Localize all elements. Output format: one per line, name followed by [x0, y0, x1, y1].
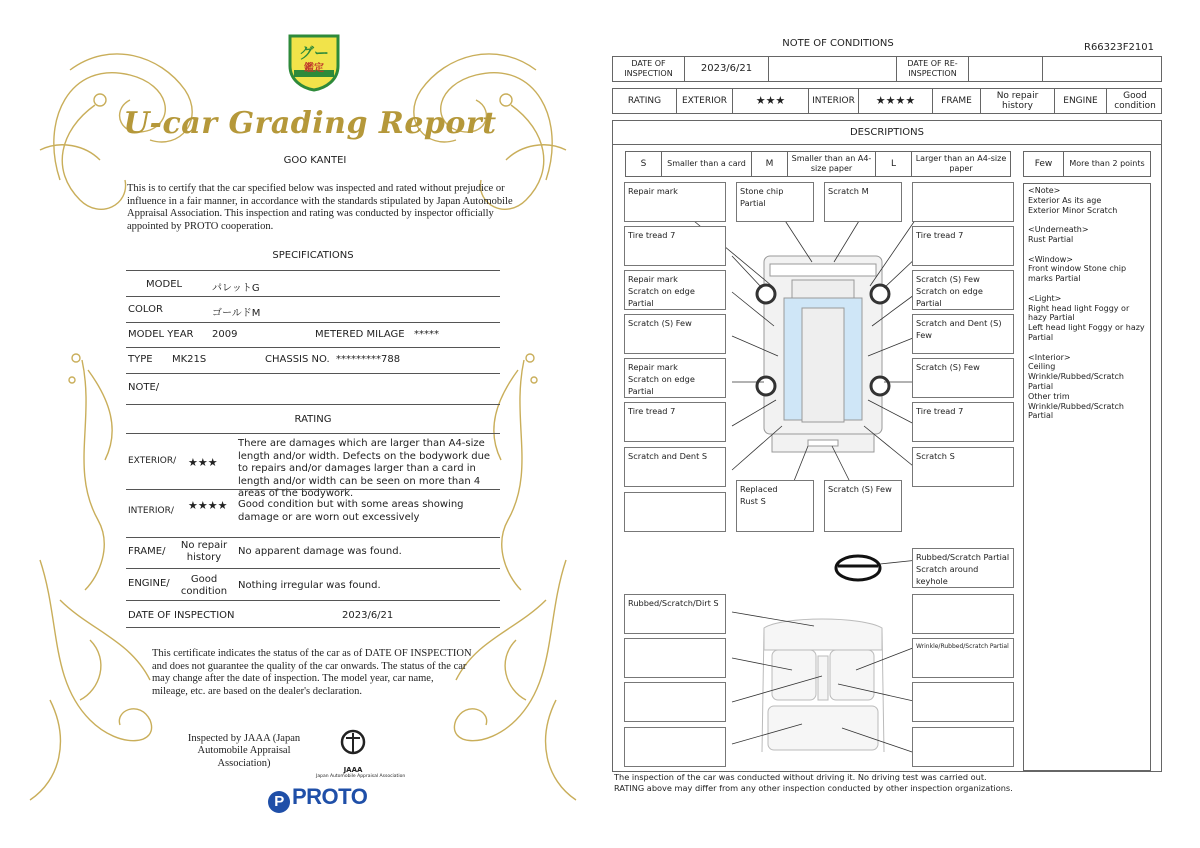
- exterior-box-rear-left-quarter: Scratch and Dent S: [624, 447, 726, 487]
- date-row: [612, 56, 1162, 82]
- interior-right-seat: [830, 650, 874, 700]
- rating-row: [612, 88, 1162, 114]
- exterior-box-rear-right-quarter: Scratch S: [912, 447, 1014, 487]
- date-blank-1: [769, 57, 897, 81]
- legend-s: S: [626, 152, 662, 176]
- exterior-box-front-windshield: Scratch M: [824, 182, 902, 222]
- exterior-box-tire-rear-right: Tire tread 7: [912, 402, 1014, 442]
- interior-label: INTERIOR: [809, 89, 859, 113]
- color-label: COLOR: [128, 304, 163, 315]
- goo-kantei-badge: [286, 32, 342, 92]
- interior-rear-seat: [768, 706, 878, 750]
- model-year-label: MODEL YEAR: [128, 329, 194, 340]
- certificate-title: U-car Grading Report: [123, 106, 497, 141]
- certificate-subtitle: GOO KANTEI: [283, 155, 347, 166]
- exterior-box-right-fender: Scratch (S) Few Scratch on edge Partial: [912, 270, 1014, 310]
- certificate-intro: This is to certify that the car specified below was inspected and rated without prejudice or influence in a fair manner, in accordance with the standards stipulated by Japan Automobile Appraisal Association. This inspection and rating was conducted by inspector officially appointed by PROTO cooperation.: [127, 183, 513, 232]
- descriptions-heading: DESCRIPTIONS: [613, 121, 1161, 145]
- legend-few-desc: More than 2 points: [1069, 159, 1145, 168]
- inspection-date-label: DATE OF INSPECTION: [128, 610, 235, 621]
- interior-stars: ★★★★: [859, 89, 933, 113]
- few-legend: [1023, 151, 1151, 177]
- exterior-box-rear-left: [624, 492, 726, 532]
- legend-l: L: [876, 152, 912, 176]
- note-footer: [614, 772, 1013, 794]
- badge-top-text: グー: [298, 44, 329, 62]
- type-value: MK21S: [172, 354, 207, 365]
- rear-right-wheel: [871, 377, 889, 395]
- color-value: ゴールドM: [212, 308, 261, 319]
- interior-dashboard: [764, 619, 882, 650]
- exterior-box-tire-front-left: Tire tread 7: [624, 226, 726, 266]
- front-left-wheel: [757, 285, 775, 303]
- interior-box-steering: Rubbed/Scratch Partial Scratch around keyhole: [912, 548, 1014, 588]
- jaaa-caption: Japan Automobile Appraisal Association: [316, 774, 406, 779]
- exterior-stars: ★★★: [188, 456, 218, 469]
- note-title: NOTE OF CONDITIONS: [782, 38, 894, 49]
- engine-description: Nothing irregular was found.: [238, 580, 381, 591]
- exterior-box-front-left: Repair mark: [624, 182, 726, 222]
- frame-label: FRAME: [933, 89, 981, 113]
- front-right-wheel: [871, 285, 889, 303]
- legend-l-desc: Larger than an A4-size paper: [915, 154, 1007, 173]
- legend-m: M: [752, 152, 788, 176]
- legend-few: Few: [1024, 152, 1064, 176]
- exterior-label: EXTERIOR/: [128, 456, 177, 466]
- date-of-inspection-value: 2023/6/21: [685, 57, 769, 81]
- interior-left-seat: [772, 650, 816, 700]
- interior-box-front-left: [624, 638, 726, 678]
- reinspection-value: [969, 57, 1043, 81]
- jaaa-emblem-icon: [316, 728, 390, 762]
- remarks-panel: <Note> Exterior As its age Exterior Minor Scratch <Underneath> Rust Partial <Window> Front window Stone chip marks Partial <Light> Right head light Foggy or hazy Partial Left head light Foggy or hazy Partial <Interior> Ceiling Wrinkle/Rubbed/Scratch Partial Other trim Wrinkle/Rubbed/Scratch Partial: [1023, 183, 1151, 771]
- inspected-by: Inspected by JAAA (Japan Automobile Appraisal Association): [187, 733, 301, 769]
- engine-value: Good condition: [1114, 91, 1156, 111]
- model-value: パレットG: [212, 283, 260, 294]
- interior-description: Good condition but with some areas showing damage or are worn out excessively: [238, 499, 464, 523]
- note-of-conditions: [606, 0, 1200, 848]
- exterior-box-left-rear: Repair mark Scratch on edge Partial: [624, 358, 726, 398]
- engine-value: Good condition: [180, 574, 228, 597]
- exterior-box-right-rear: Scratch (S) Few: [912, 358, 1014, 398]
- inspection-date-value: 2023/6/21: [342, 610, 394, 621]
- badge-bottom-text: 鑑定: [304, 63, 324, 74]
- exterior-box-left-door: Scratch (S) Few: [624, 314, 726, 354]
- car-roof: [802, 308, 844, 422]
- model-label: MODEL: [146, 279, 183, 290]
- frame-value: No repair history: [180, 540, 228, 563]
- interior-box-rear-right: [912, 727, 1014, 767]
- proto-p-icon: P: [268, 791, 290, 813]
- certificate-disclaimer: This certificate indicates the status of the car as of DATE OF INSPECTION and does not guarantee the quality of the car onwards. The status of the car may change after the date of inspection. The model year, car name, mileage, etc. are based on the dealer's declaration.: [152, 648, 472, 697]
- chassis-label: CHASSIS NO.: [265, 354, 330, 365]
- metered-mileage-label: METERED MILAGE: [315, 329, 405, 340]
- note-footer-line-1: The inspection of the car was conducted without driving it. No driving test was carried out.: [614, 772, 987, 782]
- engine-label: ENGINE: [1055, 89, 1107, 113]
- reference-number: R66323F2101: [1084, 42, 1154, 53]
- frame-value: No repair history: [981, 89, 1055, 113]
- interior-box-mid-left: [624, 682, 726, 722]
- interior-label: INTERIOR/: [128, 506, 174, 516]
- engine-label: ENGINE/: [128, 578, 170, 589]
- exterior-box-tire-front-right: Tire tread 7: [912, 226, 1014, 266]
- size-legend: [625, 151, 1011, 177]
- exterior-box-rear-gate: Scratch (S) Few: [824, 480, 902, 532]
- interior-stars: ★★★★: [188, 499, 228, 512]
- rating-label: RATING: [613, 89, 677, 113]
- exterior-box-rear-bumper: Replaced Rust S: [736, 480, 814, 532]
- chassis-value: *********788: [336, 354, 401, 365]
- exterior-label: EXTERIOR: [677, 89, 733, 113]
- frame-description: No apparent damage was found.: [238, 546, 402, 557]
- note-footer-line-2: RATING above may differ from any other inspection conducted by other inspection organizations.: [614, 783, 1013, 793]
- frame-label: FRAME/: [128, 546, 166, 557]
- exterior-box-right-door: Scratch and Dent (S) Few: [912, 314, 1014, 354]
- proto-logo-text: PROTO: [292, 784, 368, 809]
- exterior-box-tire-rear-left: Tire tread 7: [624, 402, 726, 442]
- jaaa-logo-text: JAAA: [343, 766, 363, 774]
- specifications-heading: SPECIFICATIONS: [272, 250, 354, 261]
- proto-logo: [268, 784, 367, 813]
- exterior-box-front-right: [912, 182, 1014, 222]
- interior-box-dash-left: Rubbed/Scratch/Dirt S: [624, 594, 726, 634]
- exterior-box-left-fender: Repair mark Scratch on edge Partial: [624, 270, 726, 310]
- date-of-inspection-label: DATE OF INSPECTION: [613, 57, 685, 81]
- legend-m-desc: Smaller than an A4-size paper: [788, 152, 876, 176]
- reinspection-label: DATE OF RE-INSPECTION: [897, 57, 969, 81]
- model-year-value: 2009: [212, 329, 238, 340]
- reinspection-blank: [1043, 57, 1161, 81]
- interior-box-front-right: Wrinkle/Rubbed/Scratch Partial: [912, 638, 1014, 678]
- exterior-description: There are damages which are larger than A4-size length and/or width. Defects on the bodywork due to repairs and/or damages larger than a card in length and/or width can be seen on more than 4 areas of the bodywork.: [238, 438, 491, 499]
- rear-left-wheel: [757, 377, 775, 395]
- steering-wheel-icon: [836, 556, 880, 580]
- exterior-stars: ★★★: [733, 89, 809, 113]
- rating-heading: RATING: [294, 414, 332, 425]
- legend-s-desc: Smaller than a card: [662, 152, 752, 176]
- jaaa-logo: [316, 728, 406, 780]
- exterior-box-front-top: Stone chip Partial: [736, 182, 814, 222]
- note-label: NOTE/: [128, 382, 160, 393]
- metered-mileage-value: *****: [414, 329, 439, 340]
- interior-box-mid-right: [912, 682, 1014, 722]
- interior-box-dash-right: [912, 594, 1014, 634]
- type-label: TYPE: [128, 354, 153, 365]
- interior-box-rear-left: [624, 727, 726, 767]
